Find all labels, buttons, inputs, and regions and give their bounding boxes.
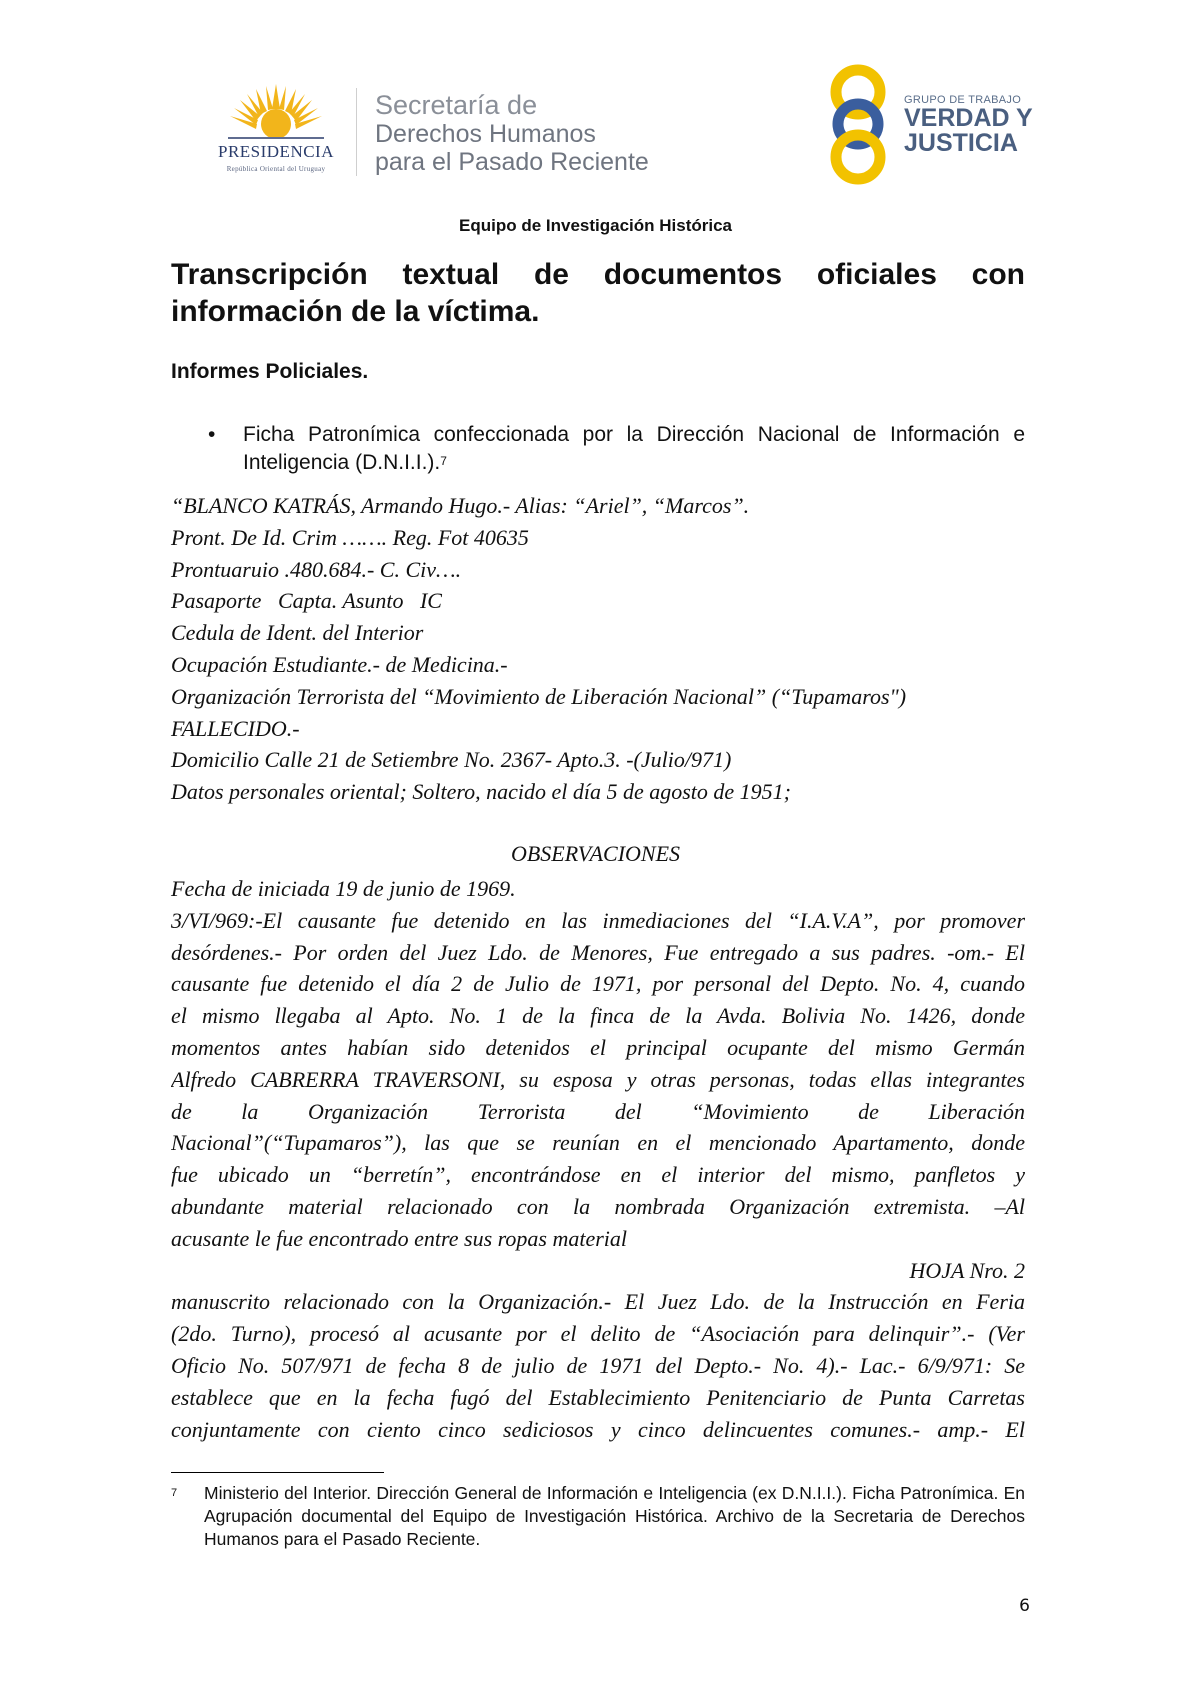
team-label: Equipo de Investigación Histórica	[459, 216, 732, 235]
footnote-text: Ministerio del Interior. Dirección General de Información e Inteligencia (ex D.N.I.I.). Ficha Patronímica. En Agrupación documental del Equipo de Investigación Histórica. Archivo de la Secretaria de Derechos Humanos para el Pasado Reciente.	[204, 1483, 1025, 1549]
record-line: Pasaporte Capta. Asunto IC	[171, 588, 442, 614]
bullet-text-content: Ficha Patronímica confeccionada por la Dirección Nacional de Información e Inteligencia (D.N.I.I.).	[243, 423, 1025, 474]
presidencia-subtitle: República Oriental del Uruguay	[226, 165, 326, 173]
observaciones-line: 3/VI/969:-El causante fue detenido en las inmediaciones del “I.A.V.A”, por promover	[171, 907, 1025, 933]
record-lines	[171, 490, 1025, 808]
page-header	[0, 0, 1191, 200]
observaciones-line: momentos antes habían sido detenidos el principal ocupante del mismo Germán	[171, 1034, 1025, 1060]
secretaria-line-2: Derechos Humanos	[375, 120, 596, 148]
observaciones-line: desórdenes.- Por orden del Juez Ldo. de Menores, Fue entregado a sus padres. -om.- El	[171, 939, 1025, 965]
record-line: FALLECIDO.-	[171, 715, 300, 741]
record-line: Cedula de Ident. del Interior	[171, 620, 424, 646]
observaciones-line: el mismo llegaba al Apto. No. 1 de la finca de la Avda. Bolivia No. 1426, donde	[171, 1003, 1025, 1029]
observaciones-line: manuscrito relacionado con la Organización.- El Juez Ldo. de la Instrucción en Feria	[171, 1289, 1025, 1315]
observaciones-line: fue ubicado un “berretín”, encontrándose en el interior del mismo, panfletos y	[171, 1162, 1025, 1188]
observaciones-line: Nacional”(“Tupamaros”), las que se reunían en el mencionado Apartamento, donde	[171, 1130, 1025, 1156]
observaciones-line: Alfredo CABRERRA TRAVERSONI, su esposa y otras personas, todas ellas integrantes	[171, 1066, 1025, 1092]
record-line: Ocupación Estudiante.- de Medicina.-	[171, 651, 508, 677]
footnote-number: 7	[171, 1487, 178, 1499]
verdad-justicia-logo	[808, 62, 1048, 187]
record-line: Prontuaruio .480.684.- C. Civ….	[171, 556, 462, 582]
secretaria-line-3: para el Pasado Reciente	[375, 148, 649, 176]
record-line: Organización Terrorista del “Movimiento de Liberación Nacional” (“Tupamaros")	[171, 683, 907, 709]
sun-icon	[226, 82, 326, 142]
footnote-reference: 7	[440, 454, 447, 468]
record-line: Pront. De Id. Crim ……. Reg. Fot 40635	[171, 524, 529, 550]
presidencia-logo	[196, 82, 356, 182]
observaciones-line: Oficio No. 507/971 de fecha 8 de julio de 1971 del Depto.- No. 4).- Lac.- 6/9/971: Se	[171, 1352, 1025, 1378]
observaciones-line: (2do. Turno), procesó al acusante por el delito de “Asociación para delinquir”.- (Ver	[171, 1321, 1025, 1347]
document-title: Transcripción textual de documentos oficiales con información de la víctima.	[171, 258, 1025, 328]
observaciones-line: acusante le fue encontrado entre sus ropas material	[171, 1225, 628, 1251]
secretaria-logo-text	[375, 90, 715, 176]
section-heading: Informes Policiales.	[171, 360, 369, 383]
sheet-marker: HOJA Nro. 2	[909, 1257, 1025, 1283]
presidencia-name: PRESIDENCIA	[217, 142, 334, 161]
page-number: 6	[1019, 1596, 1030, 1616]
record-line: “BLANCO KATRÁS, Armando Hugo.- Alias: “Ariel”, “Marcos”.	[171, 493, 750, 518]
observaciones-text	[171, 873, 1025, 1445]
observaciones-line: conjuntamente con ciento cinco sediciosos y cinco delincuentes comunes.- amp.- El	[171, 1416, 1025, 1442]
header-divider	[356, 88, 357, 176]
secretaria-line-1: Secretaría de	[375, 90, 538, 120]
observaciones-line: causante fue detenido el día 2 de Julio de 1971, por personal del Depto. No. 4, cuando	[171, 971, 1025, 997]
record-line: Domicilio Calle 21 de Setiembre No. 2367- Apto.3. -(Julio/971)	[171, 747, 732, 773]
gtvj-line-3: JUSTICIA	[904, 129, 1018, 157]
footnote-rule	[171, 1472, 384, 1473]
gtvj-line-1: GRUPO DE TRABAJO	[904, 94, 1022, 106]
observaciones-line: de la Organización Terrorista del “Movimiento de Liberación	[171, 1098, 1025, 1124]
bullet-text	[243, 421, 1025, 477]
chain-rings-icon	[808, 62, 908, 187]
observaciones-line: Fecha de iniciada 19 de junio de 1969.	[171, 876, 516, 901]
observaciones-line: establece que en la fecha fugó del Establecimiento Penitenciario de Punta Carretas	[171, 1384, 1025, 1410]
verdad-justicia-text	[904, 94, 1049, 156]
observaciones-title: OBSERVACIONES	[510, 841, 681, 866]
bullet-icon: •	[208, 423, 216, 446]
observaciones-line: abundante material relacionado con la nombrada Organización extremista. –Al	[171, 1193, 1025, 1219]
gtvj-line-2: VERDAD Y	[904, 104, 1033, 132]
record-line: Datos personales oriental; Soltero, nacido el día 5 de agosto de 1951;	[171, 779, 792, 805]
